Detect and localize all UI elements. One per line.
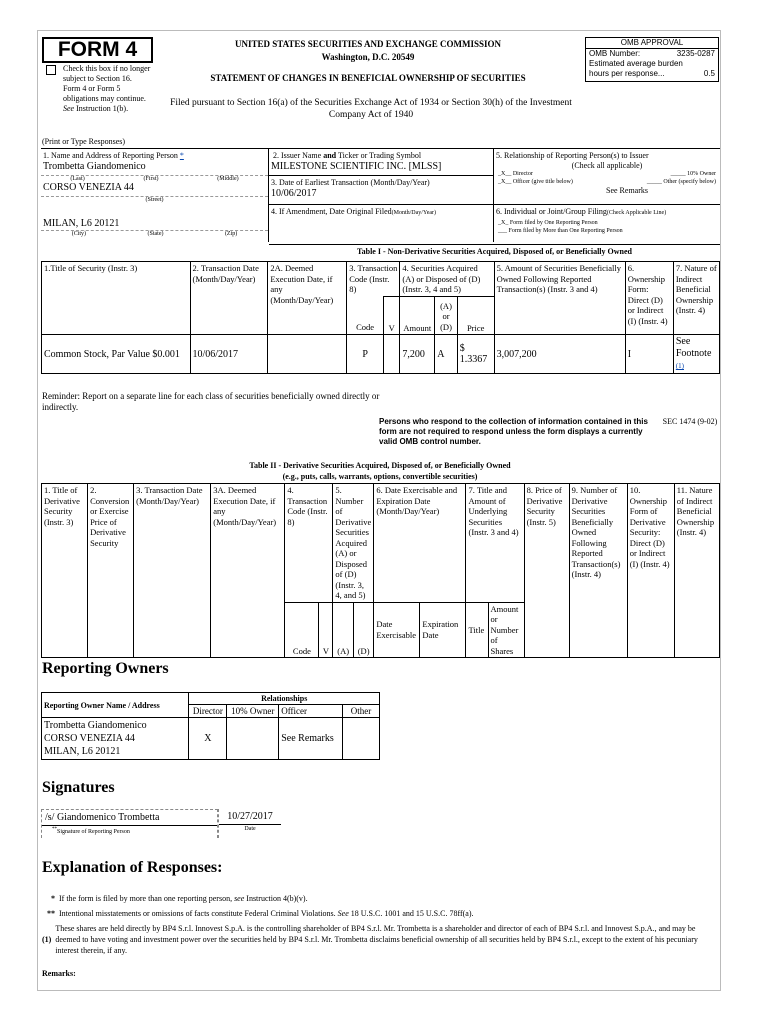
no-longer-subject-checkbox[interactable] — [46, 65, 56, 75]
acquired-disposed: A — [435, 335, 458, 374]
filing-one-person[interactable]: _X_ Form filed by One Reporting Person — [498, 219, 598, 226]
omb-title: OMB APPROVAL — [586, 38, 718, 49]
director-mark: X — [189, 718, 227, 760]
signature-date-box: 10/27/2017 Date — [218, 809, 281, 838]
sec-form-code: SEC 1474 (9-02) — [662, 417, 718, 426]
persons-notice: Persons who respond to the collection of information contained in this form are not required to respond unless the form displays a currently valid OMB control number. — [379, 417, 648, 446]
reporting-owners-table: Reporting Owner Name / Address Relationships Director 10% Owner Officer Other Trombetta Giandomenico CORSO VENEZIA 44 MILAN, L6 20121 X See Remarks — [41, 692, 380, 760]
officer-value: See Remarks — [279, 718, 343, 760]
statement-title: STATEMENT OF CHANGES IN BENEFICIAL OWNERSHIP OF SECURITIES — [210, 73, 526, 83]
agency-location: Washington, D.C. 20549 — [321, 52, 415, 62]
street-sublabel: (Street) — [41, 196, 268, 203]
form-title-box — [42, 37, 153, 63]
filed-pursuant: Filed pursuant to Section 16(a) of the Securities Exchange Act of 1934 or Section 30(h) of the Investment Company Act of 1940 — [170, 98, 572, 120]
city-sublabels: (City) (State) (Zip) — [41, 230, 268, 237]
amount: 7,200 — [400, 335, 435, 374]
reporting-person-city: MILAN, L6 20121 — [43, 217, 120, 229]
transaction-code: P — [347, 335, 384, 374]
note-1: (1) These shares are held directly by BP4 S.r.l. Innovest S.p.A. is the controlling shareholder of BP4 S.r.l. Mr. Trombetta is a shareholder and director of each of BP4 S.r.l. and Innovest S.p.A., and may be deemed to have voting and investment power over the securities held by BP4 S.r.l. Mr. Trombetta disclaims beneficial ownership of all securities held by BP4 S.r.l., except to the extent of his pecuniary interest therein, if any. — [42, 924, 698, 955]
officer-check[interactable]: _X__ Officer (give title below) — [498, 179, 573, 185]
omb-burden: Estimated average burden — [589, 59, 683, 68]
omb-hours-row: hours per response... 0.5 — [589, 69, 715, 78]
table1-title: Table I - Non-Derivative Securities Acquired, Disposed of, or Beneficially Owned — [269, 244, 720, 259]
security-title: Common Stock, Par Value $0.001 — [42, 335, 191, 374]
table2 — [41, 483, 720, 658]
owner-city: MILAN, L6 20121 — [44, 746, 121, 757]
box1-label: 1. Name and Address of Reporting Person — [43, 151, 178, 160]
name-sublabels: (Last) (First) (Middle) — [41, 175, 268, 182]
box1-reporting-person — [41, 148, 269, 242]
box2-issuer: 2. Issuer Name and Ticker or Trading Symbol MILESTONE SCIENTIFIC INC. [MLSS] — [269, 148, 494, 175]
remarks-label: Remarks: — [42, 969, 76, 978]
owner-street: CORSO VENEZIA 44 — [44, 733, 135, 744]
omb-number-row: OMB Number: 3235-0287 — [589, 49, 715, 58]
reminder-text: Reminder: Report on a separate line for each class of securities beneficially owned directly or indirectly. — [42, 391, 380, 412]
signatures-heading: Signatures — [42, 779, 115, 796]
signature-date: 10/27/2017 — [219, 809, 281, 825]
explanation-heading: Explanation of Responses: — [42, 859, 223, 876]
amount-owned: 3,007,200 — [494, 335, 625, 374]
table2-title: Table II - Derivative Securities Acquired, Disposed of, or Beneficially Owned — [249, 461, 511, 470]
table2-subheader-row: Code V (A) (D) Date Exercisable Expiration Date Title Amount or Number of Shares — [42, 602, 720, 658]
form-title: FORM 4 — [57, 38, 138, 61]
checkbox-text: Check this box if no longer subject to Section 16. Form 4 or Form 5 obligations may continue. See Instruction 1(b). — [63, 64, 151, 113]
table1-header-row: 1.Title of Security (Instr. 3) 2. Transaction Date (Month/Day/Year) 2A. Deemed Execution Date, if any (Month/Day/Year) 3. Transaction Code (Instr. 8) 4. Securities Acquired (A) or Disposed of (D) (Instr. 3, 4 and 5) 5. Amount of Securities Beneficially Owned Following Reported Transaction(s) (Instr. 3 and 4) 6. Ownership Form: Direct (D) or Indirect (I) (Instr. 4) 7. Nature of Indirect Beneficial Ownership (Instr. 4) — [42, 262, 720, 297]
ownership-form: I — [625, 335, 673, 374]
table-row — [42, 718, 380, 760]
note-star: * If the form is filed by more than one reporting person, see Instruction 4(b)(v). — [51, 894, 308, 903]
table2-header-row: 1. Title of Derivative Security (Instr. 3) 2. Conversion or Exercise Price of Derivative Security 3. Transaction Date (Month/Day/Year) 3A. Deemed Execution Date, if any (Month/Day/Year) 4. Transaction Code (Instr. 8) 5. Number of Derivative Securities Acquired (A) or Disposed of (D) (Instr. 3, 4, and 5) 6. Date Exercisable and Expiration Date (Month/Day/Year) 7. Title and Amount of Underlying Securities (Instr. 3 and 4) 8. Price of Derivative Security (Instr. 5) 9. Number of Derivative Securities Beneficially Owned Following Reported Transaction(s) (Instr. 4) 10. Ownership Form of Derivative Security: Direct (D) or Indirect (I) (Instr. 4) 11. Nature of Indirect Beneficial Ownership (Instr. 4) — [42, 484, 720, 603]
price: $ 1.3367 — [457, 335, 494, 374]
earliest-transaction-date: 10/06/2017 — [271, 187, 317, 199]
signature-box: /s/ Giandomenico Trombetta **Signature of Reporting Person — [41, 809, 218, 838]
table1-subheader-row: Code V Amount (A) or (D) Price — [42, 296, 720, 335]
reporting-owners-heading: Reporting Owners — [42, 660, 169, 677]
box5-relationship: 5. Relationship of Reporting Person(s) to Issuer (Check all applicable) _X__ Director _____ 10% Owner _X__ Officer (give title below) _____ Other (specify below) See Remarks — [494, 148, 720, 204]
table1 — [41, 261, 720, 374]
issuer-name: MILESTONE SCIENTIFIC INC. [MLSS] — [271, 160, 442, 172]
print-type-note: (Print or Type Responses) — [42, 137, 126, 146]
transaction-date: 10/06/2017 — [190, 335, 268, 374]
table2-subtitle: (e.g., puts, calls, warrants, options, convertible securities) — [282, 472, 478, 481]
form4-page — [37, 30, 721, 991]
box6-filing: 6. Individual or Joint/Group Filing(Check Applicable Line) _X_ Form filed by One Reporting Person ___ Form filed by More than One Reporting Person — [494, 204, 720, 233]
box4-amendment: 4. If Amendment, Date Original Filed(Month/Day/Year) — [269, 204, 494, 242]
nature-of-ownership: See Footnote — [675, 336, 712, 359]
ten-pct-check[interactable]: _____ 10% Owner — [670, 171, 716, 177]
footnote-1-link[interactable]: (1) — [675, 362, 684, 370]
omb-approval-box — [585, 37, 719, 82]
signature-value: /s/ Giandomenico Trombetta — [42, 810, 217, 826]
box3-earliest-date: 3. Date of Earliest Transaction (Month/Day/Year) 10/06/2017 — [269, 175, 494, 204]
note-double-star: ** Intentional misstatements or omissions of facts constitute Federal Criminal Violations. See 18 U.S.C. 1001 and 15 U.S.C. 78ff(a). — [47, 909, 474, 918]
table-row — [42, 335, 720, 374]
owner-name: Trombetta Giandomenico — [44, 720, 147, 731]
box1-footnote-mark[interactable]: * — [179, 151, 184, 160]
other-check[interactable]: _____ Other (specify below) — [646, 179, 716, 185]
officer-title: See Remarks — [606, 186, 648, 195]
reporting-person-address: CORSO VENEZIA 44 — [43, 181, 134, 193]
reporting-person-name: Trombetta Giandomenico — [43, 160, 146, 172]
filing-multiple[interactable]: ___ Form filed by More than One Reporting Person — [498, 227, 623, 234]
director-check[interactable]: _X__ Director — [498, 171, 533, 177]
agency-name: UNITED STATES SECURITIES AND EXCHANGE COMMISSION — [235, 39, 501, 49]
deemed-date — [268, 335, 347, 374]
transaction-v — [384, 335, 400, 374]
explanation-notes — [42, 893, 718, 979]
